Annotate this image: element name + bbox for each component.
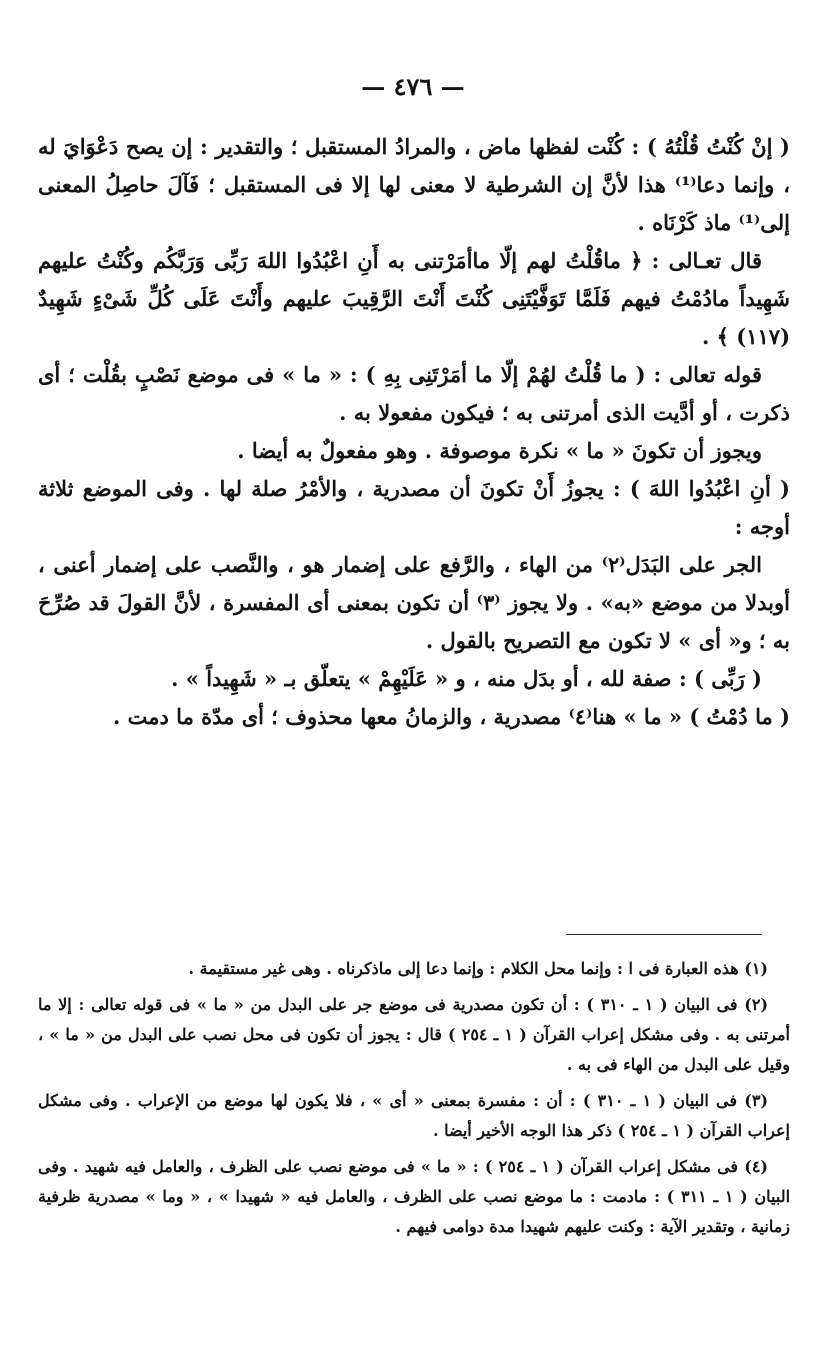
main-text-body bbox=[38, 128, 790, 736]
footnote-1: (١) هذه العبارة فى ا : وإنما محل الكلام : وإنما دعا إلى ماذكرناه . وهى غير مستقيمة . bbox=[188, 959, 768, 978]
paragraph: ( ما دُمْتُ ) « ما » هنا⁽٤⁾ مصدرية ، والزمانُ معها محذوف ؛ أى مدّة ما دمت . bbox=[113, 704, 790, 729]
footnotes-section bbox=[38, 954, 790, 1248]
paragraph: قال تعـالى : ﴿ ماقُلْتُ لهم إلّا ماأمَرْتنى به أَنِ اعْبُدُوا اللهَ رَبِّى وَرَبَّكُم وكُنْتُ عليهم شَهِيداً مادُمْتُ فيهم فَلَمَّا تَوَفَّيْتَنِى كُنْتَ أَنْتَ الرَّقِيبَ عليهم وأَنْتَ عَلَى كُلِّ شَىْءٍ شَهِيدٌ (١١٧) ﴾ . bbox=[38, 248, 790, 349]
page-number: — ٤٧٦ — bbox=[361, 72, 465, 101]
paragraph: ويجوز أن تكونَ « ما » نكرة موصوفة . وهو مفعولٌ به أيضا . bbox=[237, 438, 762, 463]
footnote-4: (٤) فى مشكل إعراب القرآن ( ١ ـ ٢٥٤ ) : « ما » فى موضع نصب على الظرف ، والعامل فيه شهيد . وفى البيان ( ١ ـ ٣١١ ) : مادمت : ما موضع نصب على الظرف ، والعامل فيه « شهيدا » ، « وما » مصدرية ظرفية زمانية ، وتقدير الآية : وكنت عليهم شهيدا مدة دوامى فيهم . bbox=[38, 1157, 791, 1236]
paragraph: ( إنْ كُنْتُ قُلْتُهُ ) : كُنْت لفظها ماض ، والمرادُ المستقبل ؛ والتقدير : إن يصح دَعْوَايَ له ، وإنما دعا⁽¹⁾ هذا لأنَّ إن الشرطية لا معنى لها إلا فى المستقبل ؛ فَآلَ حاصِلُ المعنى إلى⁽¹⁾ ماذ كَرْنَاه . bbox=[38, 134, 790, 235]
footnote-separator bbox=[566, 934, 762, 935]
paragraph: ( رَبِّى ) : صفة لله ، أو بدَل منه ، و « عَلَيْهِمْ » يتعلّق بـ « شَهِيداً » . bbox=[171, 666, 762, 691]
paragraph: الجر على البَدَل⁽٢⁾ من الهاء ، والرَّفع على إضمار هو ، والنَّصب على إضمار أعنى ، أوبدلا من موضع «به» . ولا يجوز ⁽٣⁾ أن تكون بمعنى أى المفسرة ، لأنَّ القولَ قد صُرِّحَ به ؛ و« أى » لا تكون مع التصريح بالقول . bbox=[38, 552, 790, 653]
footnote-3: (٣) فى البيان ( ١ ـ ٣١٠ ) : أن : مفسرة بمعنى « أى » ، فلا يكون لها موضع من الإعراب . وفى مشكل إعراب القرآن ( ١ ـ ٢٥٤ ) ذكر هذا الوجه الأخير أيضا . bbox=[38, 1091, 790, 1140]
paragraph: ( أنِ اعْبُدُوا اللهَ ) : يجوزُ أَنْ تكونَ أن مصدرية ، والأمْرُ صلة لها . وفى الموضع ثلاثة أوجه : bbox=[38, 476, 790, 539]
paragraph: قوله تعالى : ( ما قُلْتُ لهُمْ إلّا ما أمَرْتَنِى بِهِ ) : « ما » فى موضع نَصْبٍ بقُلْت ؛ أى ذكرت ، أو أدَّيت الذى أمرتنى به ؛ فيكون مفعولا به . bbox=[38, 362, 790, 425]
footnote-2: (٢) فى البيان ( ١ ـ ٣١٠ ) : أن تكون مصدرية فى موضع جر على البدل من « ما » فى قوله تعالى : إلا ما أمرتنى به . وفى مشكل إعراب القرآن ( ١ ـ ٢٥٤ ) قال : يجوز أن تكون فى محل نصب على البدل من « ما » ، وقيل على البدل من الهاء فى به . bbox=[38, 995, 791, 1074]
